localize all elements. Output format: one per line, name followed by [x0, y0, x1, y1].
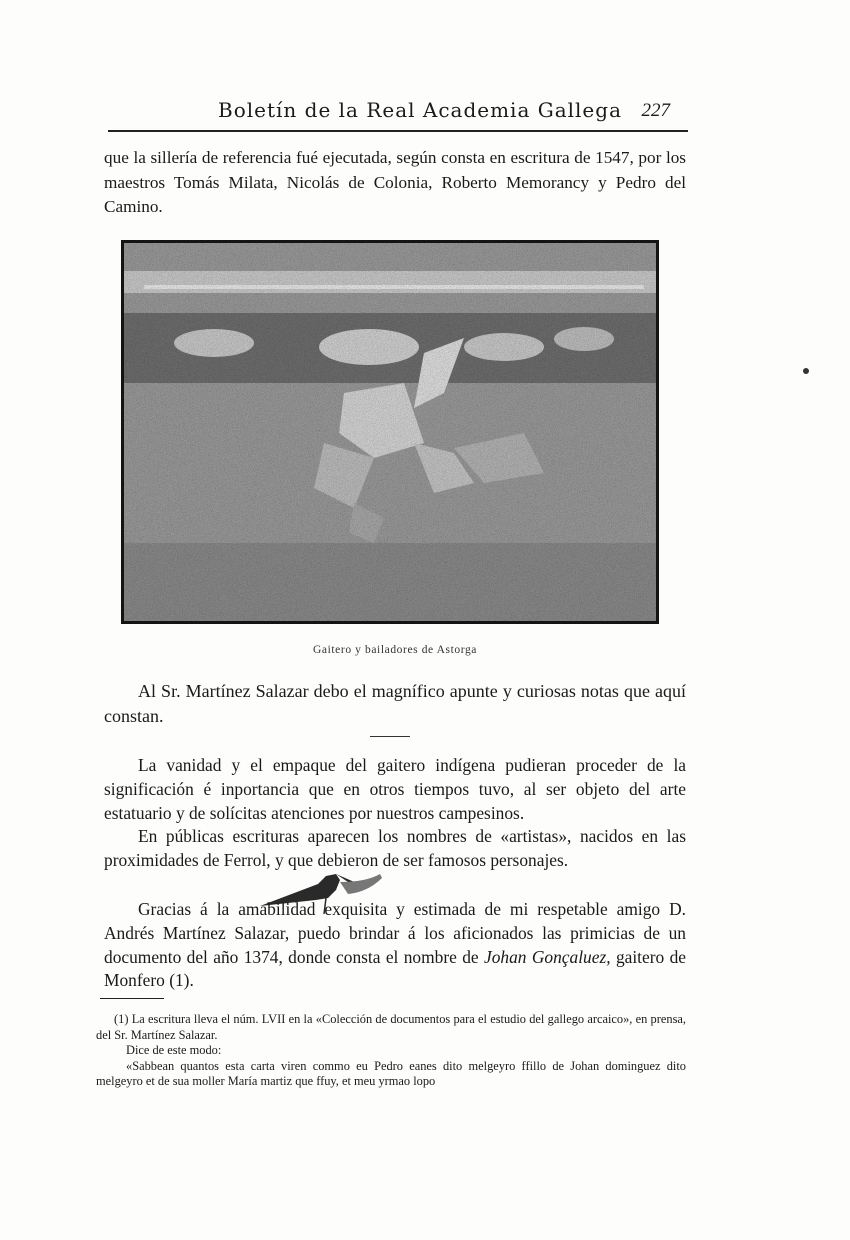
paragraph-gracias-text: Gracias á la amabilidad exquisita y estimada de mi respetable amigo D. Andrés Martínez Salazar, puedo brindar á los aficionados las primicias de un documento del año 1374, donde consta el nombre de: [104, 899, 686, 967]
paragraph-gracias: [104, 898, 686, 993]
footnote-quote-text: «Sabbean quantos esta carta viren commo eu Pedro eanes dito melgeyro ffillo de Johan dominguez dito melgeyro et de sua moller María martiz que ffuy, et meu yrmao lopo: [96, 1058, 686, 1088]
photo-gaitero-bailadores: [121, 240, 659, 624]
page-number: 227: [641, 100, 670, 121]
footnote-1-text: (1) La escritura lleva el núm. LVII en la «Colección de documentos para el estudio del gallego arcaico», en prensa, del Sr. Martínez Salazar.: [96, 1012, 686, 1042]
footnote-dice-text: Dice de este modo:: [126, 1043, 222, 1057]
figure-caption: Gaitero y bailadores de Astorga: [312, 644, 477, 656]
margin-mark: [803, 368, 809, 374]
paragraph-vanidad-text: La vanidad y el empaque del gaitero indígena pudieran proceder de la significación é inportancia que en otros tiempos tuvo, al ser objeto del arte estatuario y de solícitas atenciones por nuestros campesinos.: [104, 755, 686, 823]
running-header: [108, 96, 688, 132]
paragraph-sillería: que la sillería de referencia fué ejecutada, según consta en escritura de 1547, por los maestros Tomás Milata, Nicolás de Colonia, Roberto Memorancy y Pedro del Camino.: [104, 148, 686, 216]
paragraph-artistas-text: En públicas escrituras aparecen los nombres de «artistas», nacidos en las proximidades de Ferrol, y que debieron de ser famosos personajes.: [104, 826, 686, 871]
gaitero-name: Johan Gonçaluez,: [483, 946, 611, 967]
footnote-quote: [96, 1059, 686, 1090]
footnote-dice: [96, 1043, 686, 1059]
section-separator: [370, 736, 410, 738]
paragraph-vanidad: [104, 754, 686, 873]
halftone-photo-image: [124, 243, 656, 621]
paragraph-gracias-end: gaitero de Monfero (1).: [104, 946, 686, 991]
paragraph-apunte-text: Al Sr. Martínez Salazar debo el magnífico apunte y curiosas notas que aquí constan.: [104, 681, 686, 726]
footnote-rule: [100, 998, 164, 999]
paragraph-apunte: [104, 679, 686, 729]
footnote-1: [96, 1012, 686, 1043]
footnotes: [96, 1012, 686, 1090]
journal-title: Boletín de la Real Academia Gallega: [218, 98, 622, 122]
